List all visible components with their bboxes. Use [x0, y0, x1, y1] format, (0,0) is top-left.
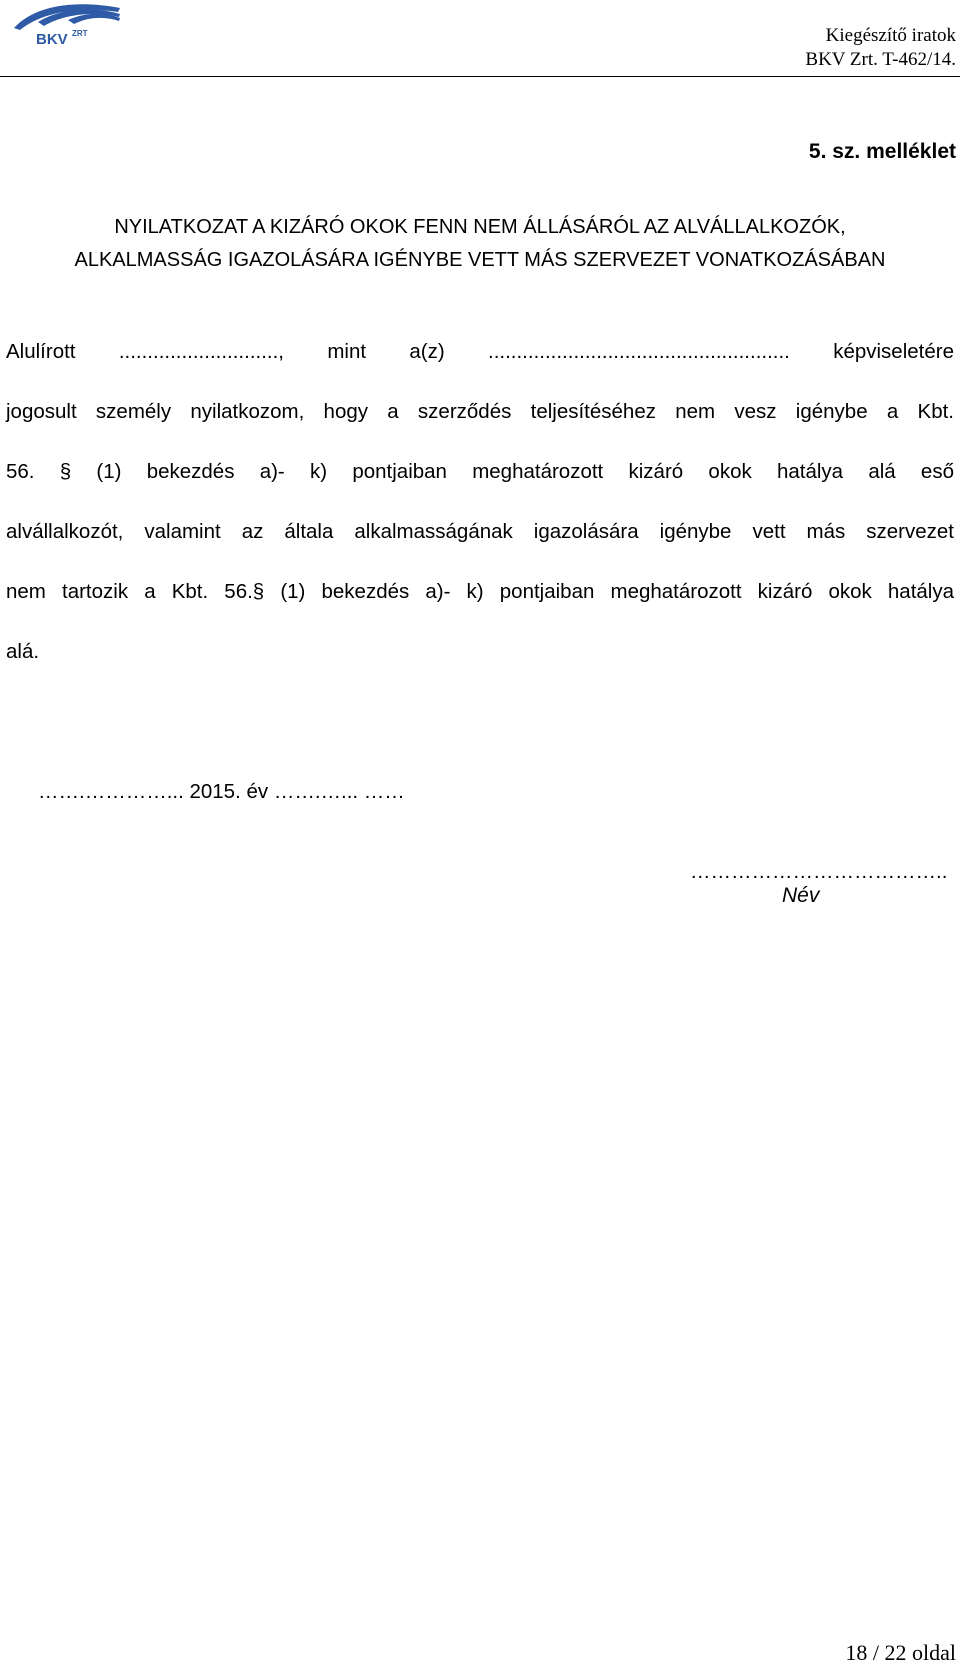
declaration-body — [6, 332, 954, 692]
body-line: 56. § (1) bekezdés a)- k) pontjaiban meghatározott kizáró okok hatálya alá eső — [6, 460, 954, 483]
signature-line: ……………………………….. — [690, 860, 948, 883]
signature-name-label: Név — [782, 884, 820, 907]
svg-text:BKV: BKV — [36, 31, 68, 46]
header-document-info — [805, 24, 956, 72]
body-line: alá. — [6, 640, 40, 663]
body-line: jogosult személy nyilatkozom, hogy a szerződés teljesítéséhez nem vesz igénybe a Kbt. — [6, 400, 954, 423]
page-header — [0, 0, 960, 80]
header-line-2: BKV Zrt. T-462/14. — [805, 49, 956, 70]
svg-text:ZRT: ZRT — [72, 29, 88, 38]
body-line: alvállalkozót, valamint az általa alkalmasságának igazolására igénybe vett más szervezet — [6, 520, 954, 543]
page-number: 18 / 22 oldal — [845, 1640, 956, 1665]
body-line: nem tartozik a Kbt. 56.§ (1) bekezdés a)- k) pontjaiban meghatározott kizáró okok hatálya — [6, 580, 954, 603]
body-line: Alulírott ............................, mint a(z) ..................................................... képviseletére — [6, 340, 954, 363]
header-line-1: Kiegészítő iratok — [825, 25, 956, 46]
header-divider — [0, 76, 960, 77]
annex-label: 5. sz. melléklet — [808, 140, 956, 163]
title-line-2: ALKALMASSÁG IGAZOLÁSÁRA IGÉNYBE VETT MÁS SZERVEZET VONATKOZÁSÁBAN — [74, 249, 886, 271]
date-line: …….…………... 2015. év …….…... …… — [38, 780, 405, 803]
bkv-logo-icon — [8, 2, 124, 46]
title-line-1: NYILATKOZAT A KIZÁRÓ OKOK FENN NEM ÁLLÁSÁRÓL AZ ALVÁLLALKOZÓK, — [114, 216, 846, 238]
document-title — [0, 211, 960, 277]
